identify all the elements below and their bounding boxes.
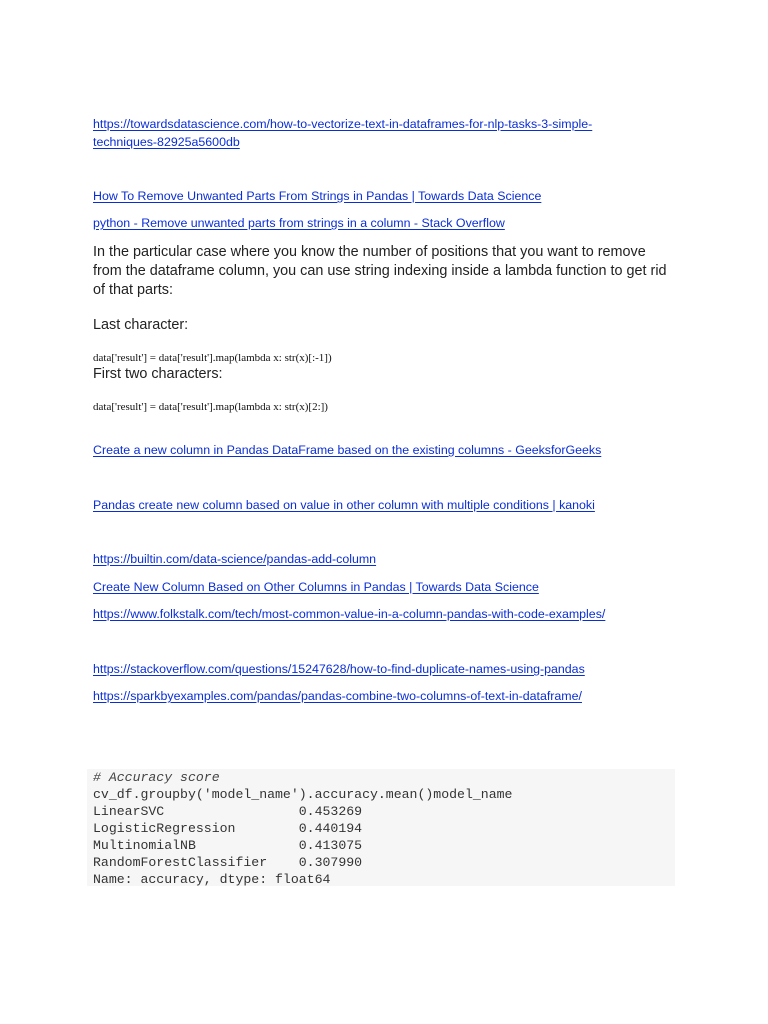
link-builtin-add-column[interactable]: https://builtin.com/data-science/pandas-add-column (93, 552, 377, 566)
link-towards-vectorize-text[interactable]: https://towardsdatascience.com/how-to-vectorize-text-in-dataframes-for-nlp-tasks-3-simple-techniques-82925a5600db (93, 117, 593, 149)
code-comment: # Accuracy score (93, 770, 220, 785)
link-stackoverflow-duplicates[interactable]: https://stackoverflow.com/questions/15247628/how-to-find-duplicate-names-using-pandas (93, 662, 585, 676)
link-remove-unwanted-tds[interactable]: How To Remove Unwanted Parts From Strings in Pandas | Towards Data Science (93, 189, 542, 203)
last-character-code: data['result'] = data['result'].map(lambda x: str(x)[:-1]) (93, 352, 332, 364)
code-line: LogisticRegression 0.440194 (93, 821, 363, 836)
code-line: RandomForestClassifier 0.307990 (93, 855, 363, 870)
first-two-characters-label: First two characters: (93, 366, 223, 382)
link-new-column-kanoki[interactable]: Pandas create new column based on value in other column with multiple conditions | kanoki (93, 498, 595, 512)
code-line: Name: accuracy, dtype: float64 (93, 872, 331, 887)
intro-paragraph: In the particular case where you know the number of positions that you want to remove from the dataframe column, you can use string indexing inside a lambda function to get rid of that parts: (93, 244, 667, 298)
link-folkstalk[interactable]: https://www.folkstalk.com/tech/most-common-value-in-a-column-pandas-with-code-examples/ (93, 607, 606, 621)
accuracy-code-block (87, 769, 675, 886)
code-line: LinearSVC 0.453269 (93, 804, 363, 819)
first-two-characters-code: data['result'] = data['result'].map(lambda x: str(x)[2:]) (93, 401, 328, 413)
link-sparkbyexamples[interactable]: https://sparkbyexamples.com/pandas/pandas-combine-two-columns-of-text-in-dataframe/ (93, 689, 582, 703)
link-new-column-tds[interactable]: Create New Column Based on Other Columns in Pandas | Towards Data Science (93, 580, 539, 594)
last-character-label: Last character: (93, 317, 189, 333)
link-remove-unwanted-stackoverflow[interactable]: python - Remove unwanted parts from strings in a column - Stack Overflow (93, 216, 505, 230)
code-line: cv_df.groupby('model_name').accuracy.mean()model_name (93, 787, 513, 802)
code-line: MultinomialNB 0.413075 (93, 838, 363, 853)
link-new-column-geeksforgeeks[interactable]: Create a new column in Pandas DataFrame based on the existing columns - GeeksforGeeks (93, 443, 602, 457)
